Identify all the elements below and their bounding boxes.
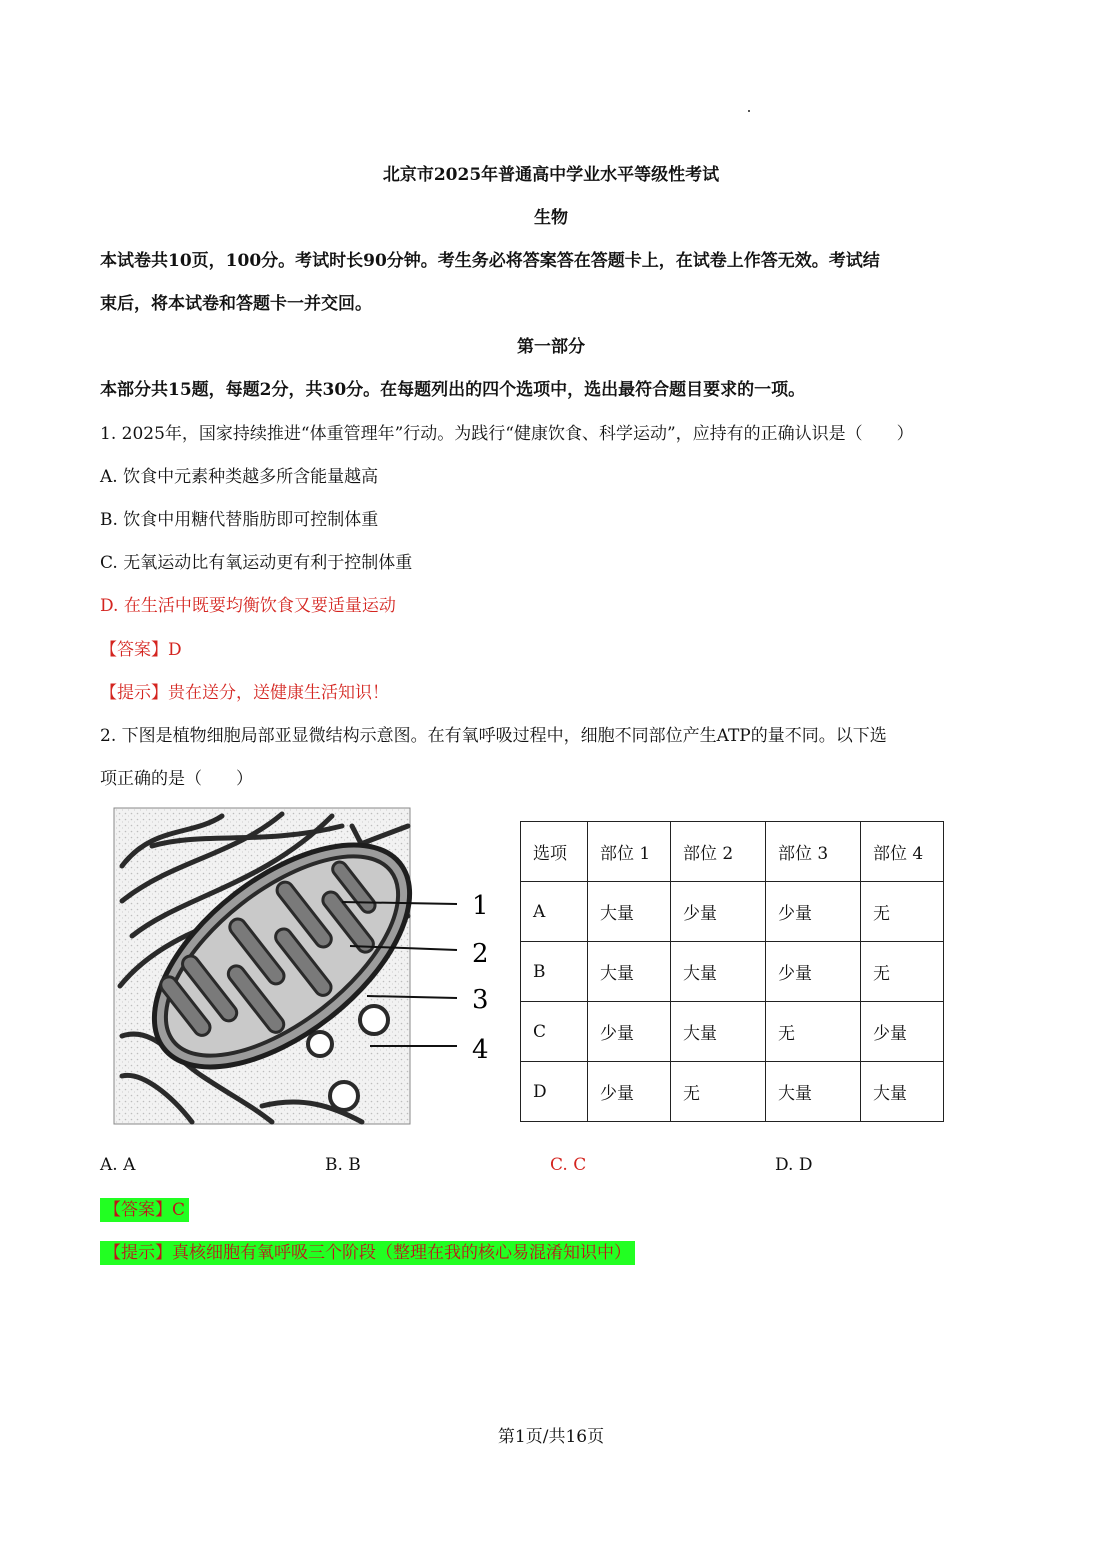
q2-hint-box bbox=[100, 1238, 635, 1263]
q1-option-b: B. 饮食中用糖代替脂肪即可控制体重 bbox=[100, 510, 379, 530]
q2-hint: 【提示】真核细胞有氧呼吸三个阶段（整理在我的核心易混淆知识中） bbox=[100, 1241, 635, 1265]
options-table bbox=[520, 821, 944, 1122]
table-cell: 大量 bbox=[671, 1002, 766, 1062]
table-cell: 无 bbox=[766, 1002, 861, 1062]
table-cell: 大量 bbox=[766, 1062, 861, 1122]
part-heading: 第一部分 bbox=[517, 337, 585, 357]
q2-option-b: B. B bbox=[325, 1155, 361, 1175]
table-cell: A bbox=[521, 882, 588, 942]
table-cell: 无 bbox=[671, 1062, 766, 1122]
table-cell: 大量 bbox=[671, 942, 766, 1002]
q1-option-c: C. 无氧运动比有氧运动更有利于控制体重 bbox=[100, 553, 413, 573]
table-cell: 少量 bbox=[588, 1062, 671, 1122]
table-cell: 无 bbox=[861, 942, 944, 1002]
figure-label-2: 2 bbox=[472, 939, 489, 969]
table-header-row bbox=[521, 822, 944, 882]
table-cell: B bbox=[521, 942, 588, 1002]
table-header-cell: 选项 bbox=[521, 822, 588, 882]
table-row bbox=[521, 882, 944, 942]
q1-answer: 【答案】D bbox=[100, 640, 182, 660]
table-row bbox=[521, 942, 944, 1002]
q1-hint: 【提示】贵在送分，送健康生活知识！ bbox=[100, 683, 389, 703]
instructions-line-1: 本试卷共10页，100分。考试时长90分钟。考生务必将答案答在答题卡上，在试卷上作答无效。考试结 bbox=[100, 251, 880, 271]
table-cell: 大量 bbox=[588, 942, 671, 1002]
q2-stem-line-2: 项正确的是（ ） bbox=[100, 769, 253, 789]
table-cell: 少量 bbox=[861, 1002, 944, 1062]
exam-title: 北京市2025年普通高中学业水平等级性考试 bbox=[382, 165, 720, 185]
q1-option-d: D. 在生活中既要均衡饮食又要适量运动 bbox=[100, 596, 396, 616]
table-cell: D bbox=[521, 1062, 588, 1122]
q2-option-c: C. C bbox=[550, 1155, 587, 1175]
q1-stem: 1. 2025年，国家持续推进“体重管理年”行动。为践行“健康饮食、科学运动”，应持有的正确认识是（ ） bbox=[100, 424, 914, 444]
table-row bbox=[521, 1002, 944, 1062]
table-row bbox=[521, 1062, 944, 1122]
table-header-cell: 部位 4 bbox=[861, 822, 944, 882]
q2-stem-line-1: 2. 下图是植物细胞局部亚显微结构示意图。在有氧呼吸过程中，细胞不同部位产生ATP的量不同。以下选 bbox=[100, 726, 887, 746]
page-number: 第1页/共16页 bbox=[497, 1427, 605, 1447]
q1-option-a: A. 饮食中元素种类越多所含能量越高 bbox=[100, 467, 379, 487]
figure-label-4: 4 bbox=[472, 1035, 489, 1065]
figure-label-3: 3 bbox=[472, 985, 489, 1015]
table-cell: 少量 bbox=[671, 882, 766, 942]
part-description: 本部分共15题，每题2分，共30分。在每题列出的四个选项中，选出最符合题目要求的一项。 bbox=[100, 380, 806, 400]
table-cell: C bbox=[521, 1002, 588, 1062]
table-cell: 无 bbox=[861, 882, 944, 942]
figure-label-1: 1 bbox=[472, 891, 489, 921]
table-cell: 少量 bbox=[766, 942, 861, 1002]
mitochondrion-figure bbox=[112, 806, 502, 1126]
table-cell: 少量 bbox=[766, 882, 861, 942]
q2-option-a: A. A bbox=[100, 1155, 136, 1175]
table-cell: 少量 bbox=[588, 1002, 671, 1062]
table-cell: 大量 bbox=[861, 1062, 944, 1122]
table-header-cell: 部位 1 bbox=[588, 822, 671, 882]
table-header-cell: 部位 3 bbox=[766, 822, 861, 882]
table-cell: 大量 bbox=[588, 882, 671, 942]
table-header-cell: 部位 2 bbox=[671, 822, 766, 882]
q2-answer-box bbox=[100, 1195, 189, 1220]
q2-option-d: D. D bbox=[775, 1155, 813, 1175]
scan-dot bbox=[748, 110, 750, 112]
instructions-line-2: 束后，将本试卷和答题卡一并交回。 bbox=[100, 294, 372, 314]
subject-title: 生物 bbox=[534, 208, 568, 228]
q2-answer: 【答案】C bbox=[100, 1198, 189, 1222]
